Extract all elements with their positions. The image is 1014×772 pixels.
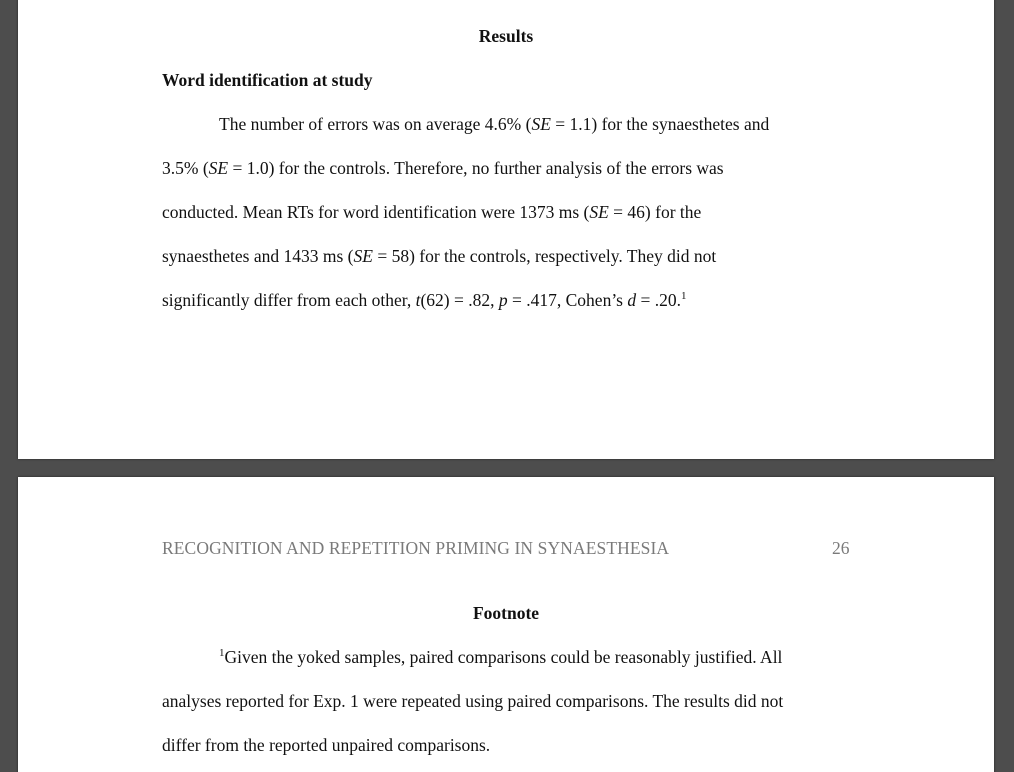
- paragraph-line-3: conducted. Mean RTs for word identification were 1373 ms (SE = 46) for the: [162, 202, 702, 222]
- results-heading: Results: [478, 26, 534, 46]
- footnote-line-3: differ from the reported unpaired comparisons.: [162, 735, 491, 755]
- page-26: [18, 477, 994, 772]
- footnote-heading: Footnote: [472, 603, 540, 623]
- paragraph-line-4: synaesthetes and 1433 ms (SE = 58) for the controls, respectively. They did not: [162, 246, 717, 266]
- footnote-reference[interactable]: 1: [681, 290, 687, 302]
- word-identification-subheading: Word identification at study: [162, 70, 373, 90]
- paragraph-line-5: significantly differ from each other, t(62) = .82, p = .417, Cohen’s d = .20.$^1$: [162, 290, 687, 310]
- page-25: [18, 0, 994, 459]
- running-head: RECOGNITION AND REPETITION PRIMING IN SYNAESTHESIA: [162, 538, 670, 558]
- page-number: 26: [832, 538, 850, 558]
- paragraph-line-1: The number of errors was on average 4.6% (SE = 1.1) for the synaesthetes and: [219, 114, 770, 134]
- footnote-line-2: analyses reported for Exp. 1 were repeated using paired comparisons. The results did not: [162, 691, 784, 711]
- paragraph-line-2: 3.5% (SE = 1.0) for the controls. Therefore, no further analysis of the errors was: [162, 158, 724, 178]
- footnote-mark: 1: [219, 647, 225, 659]
- footnote-line-1: $^1$Given the yoked samples, paired comparisons could be reasonably justified. All: [219, 647, 783, 667]
